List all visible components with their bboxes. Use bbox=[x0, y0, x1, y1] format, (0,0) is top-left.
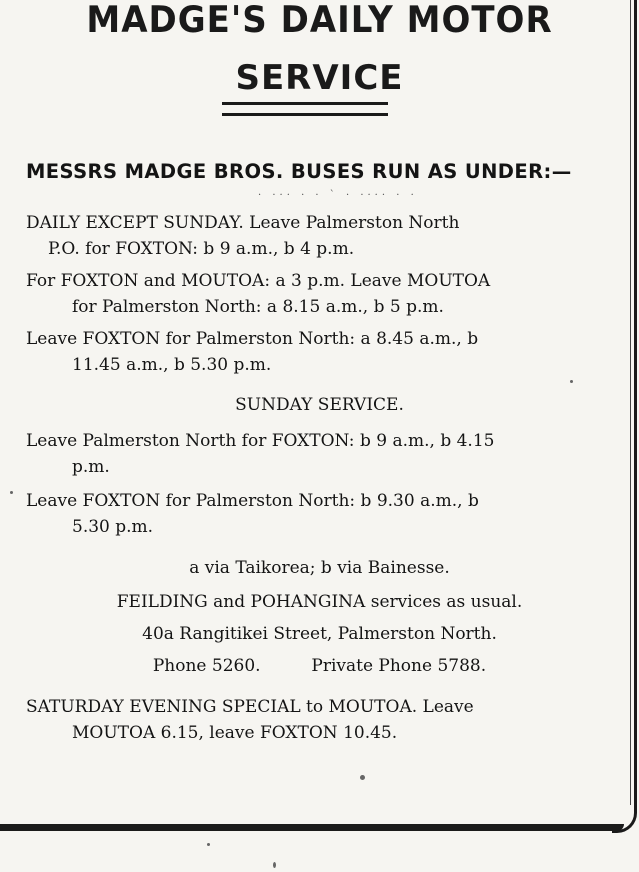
weekday-p2-line2: for Palmerston North: a 8.15 a.m., b 5 p.m. bbox=[72, 297, 444, 317]
headline-line-1: MADGE'S DAILY MOTOR bbox=[86, 0, 553, 42]
sunday-p1-line1: Leave Palmerston North for FOXTON: b 9 a.m., b 4.15 bbox=[26, 431, 495, 451]
sunday-p2-line1: Leave FOXTON for Palmerston North: b 9.30 a.m., b bbox=[26, 491, 479, 511]
title-underline-1 bbox=[222, 102, 388, 105]
route-key-note: a via Taikorea; b via Bainesse. bbox=[189, 558, 450, 578]
weekday-paragraph-1 bbox=[26, 210, 586, 262]
private-phone: Private Phone 5788. bbox=[311, 656, 487, 676]
print-speck bbox=[207, 843, 210, 846]
print-speck bbox=[570, 380, 573, 383]
sunday-p1-line2: p.m. bbox=[72, 457, 110, 477]
print-speck bbox=[360, 775, 365, 780]
print-speck bbox=[273, 862, 276, 868]
weekday-paragraph-2 bbox=[26, 268, 586, 320]
phone-line bbox=[0, 654, 639, 678]
saturday-line1: SATURDAY EVENING SPECIAL to MOUTOA. Leave bbox=[26, 697, 474, 717]
print-speck bbox=[10, 491, 13, 494]
sunday-paragraph-1 bbox=[26, 428, 586, 480]
headline-line-2 bbox=[0, 58, 639, 98]
weekday-p3-line2: 11.45 a.m., b 5.30 p.m. bbox=[72, 355, 272, 375]
weekday-p2-line1: For FOXTON and MOUTOA: a 3 p.m. Leave MOUTOA bbox=[26, 271, 491, 291]
weekday-paragraph-3 bbox=[26, 326, 586, 378]
office-address: 40a Rangitikei Street, Palmerston North. bbox=[142, 624, 497, 644]
print-specks: · ··· · · ` · ···· · · bbox=[258, 190, 418, 201]
other-services-note: FEILDING and POHANGINA services as usual. bbox=[116, 592, 523, 612]
bottom-border-rule bbox=[0, 824, 624, 831]
saturday-special bbox=[26, 694, 586, 746]
weekday-p1-line1: DAILY EXCEPT SUNDAY. Leave Palmerston North bbox=[26, 213, 460, 233]
weekday-p3-line1: Leave FOXTON for Palmerston North: a 8.45 a.m., b bbox=[26, 329, 479, 349]
sunday-paragraph-2 bbox=[26, 488, 586, 540]
weekday-p1-line2: P.O. for FOXTON: b 9 a.m., b 4 p.m. bbox=[48, 239, 355, 259]
sunday-p2-line2: 5.30 p.m. bbox=[72, 517, 154, 537]
title-underline-2 bbox=[222, 113, 388, 116]
office-phone: Phone 5260. bbox=[152, 656, 261, 676]
sunday-heading: SUNDAY SERVICE. bbox=[235, 395, 404, 415]
headline-service: SERVICE bbox=[235, 58, 404, 98]
subheading: MESSRS MADGE BROS. BUSES RUN AS UNDER:— bbox=[26, 160, 572, 183]
saturday-line2: MOUTOA 6.15, leave FOXTON 10.45. bbox=[72, 723, 398, 743]
